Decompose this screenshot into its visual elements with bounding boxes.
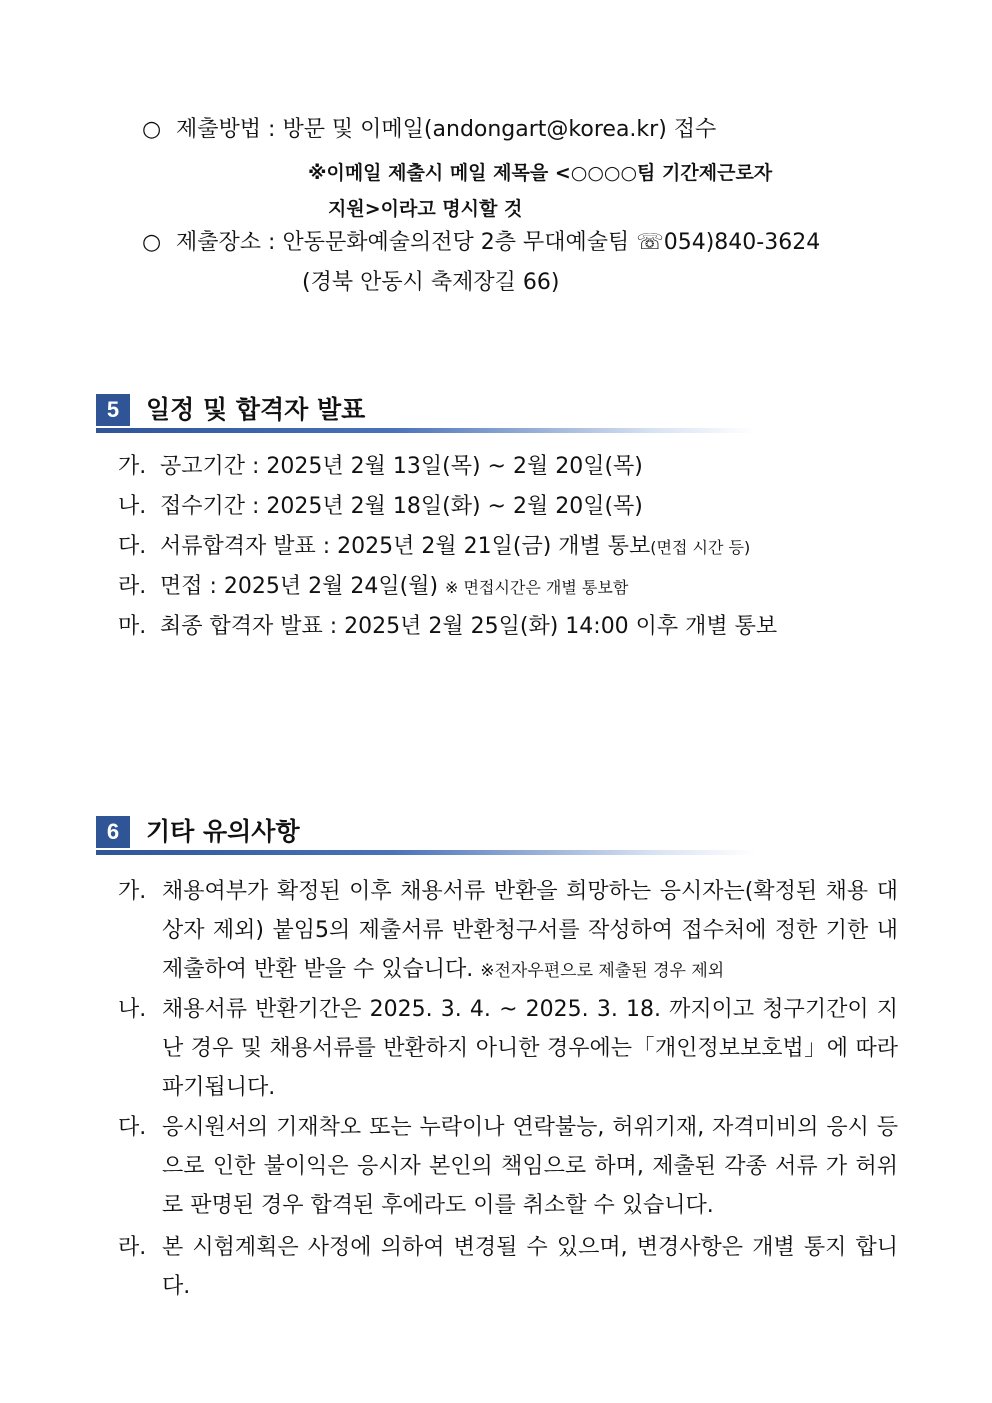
notice-item [118,872,898,991]
section6-number: 6 [96,816,130,848]
item-text: 채용여부가 확정된 이후 채용서류 반환을 희망하는 응시자는(확정된 채용 대상자 제외) 붙임5의 제출서류 반환청구서를 작성하여 접수처에 정한 기한 내 제출하여 반환 받을 수 있습니다. [162,879,898,982]
notice-item [118,1108,898,1225]
email-note-line1: ※이메일 제출시 메일 제목을 <○○○○팀 기간제근로자 [308,162,773,184]
item-text: 접수기간 : 2025년 2월 18일(화) ~ 2월 20일(목) [160,494,643,519]
item-label: 나. [118,494,147,519]
item-note: ※ 면접시간은 개별 통보함 [445,578,629,597]
submission-place-row [142,228,820,258]
schedule-item [118,492,643,522]
schedule-item [118,452,643,482]
item-label: 다. [118,1115,147,1140]
circle-bullet-icon: ○ [142,117,162,142]
place-address: (경북 안동시 축제장길 66) [302,270,560,295]
item-note: ※전자우편으로 제출된 경우 제외 [480,961,725,981]
section6-heading [96,816,756,860]
circle-bullet-icon: ○ [142,230,162,255]
item-text: 공고기간 : 2025년 2월 13일(목) ~ 2월 20일(목) [160,454,643,479]
schedule-item [118,532,750,563]
item-text: 서류합격자 발표 : 2025년 2월 21일(금) 개별 통보 [160,534,651,559]
item-text: 채용서류 반환기간은 2025. 3. 4. ~ 2025. 3. 18. 까지이고 청구기간이 지난 경우 및 채용서류를 반환하지 아니한 경우에는「개인정보보호법」에 따라 파기됩니다. [162,997,898,1100]
method-label: 제출방법 [176,117,262,142]
email-note-line2: 지원>이라고 명시할 것 [328,198,523,220]
item-text: 본 시험계획은 사정에 의하여 변경될 수 있으며, 변경사항은 개별 통지 합니다. [162,1235,898,1299]
item-label: 라. [118,574,147,599]
submission-method-row [142,115,716,145]
item-label: 다. [118,534,147,559]
section6-title: 기타 유의사항 [146,817,300,846]
section5-title: 일정 및 합격자 발표 [146,395,366,424]
place-value: 안동문화예술의전당 2층 무대예술팀 ☏054)840-3624 [282,230,821,255]
section6-underline [96,850,756,855]
item-label: 가. [118,879,147,904]
method-value: 방문 및 이메일(andongart@korea.kr) 접수 [282,117,717,142]
item-label: 나. [118,997,147,1022]
section5-number: 5 [96,394,130,426]
notice-item [118,1228,898,1306]
item-label: 가. [118,454,147,479]
schedule-item [118,572,628,603]
section5-heading [96,394,756,438]
colon: : [268,230,276,255]
item-label: 마. [118,614,147,639]
place-label: 제출장소 [176,230,262,255]
schedule-item [118,612,777,642]
item-text: 응시원서의 기재착오 또는 누락이나 연락불능, 허위기재, 자격미비의 응시 등으로 인한 불이익은 응시자 본인의 책임으로 하며, 제출된 각종 서류 가 허위로 판명된 경우 합격된 후에라도 이를 취소할 수 있습니다. [162,1115,898,1218]
colon: : [268,117,276,142]
item-label: 라. [118,1235,147,1260]
section5-underline [96,428,756,433]
item-text: 최종 합격자 발표 : 2025년 2월 25일(화) 14:00 이후 개별 통보 [160,614,778,639]
item-note: (면접 시간 등) [650,538,751,557]
notice-item [118,990,898,1107]
item-text: 면접 : 2025년 2월 24일(월) [160,574,446,599]
